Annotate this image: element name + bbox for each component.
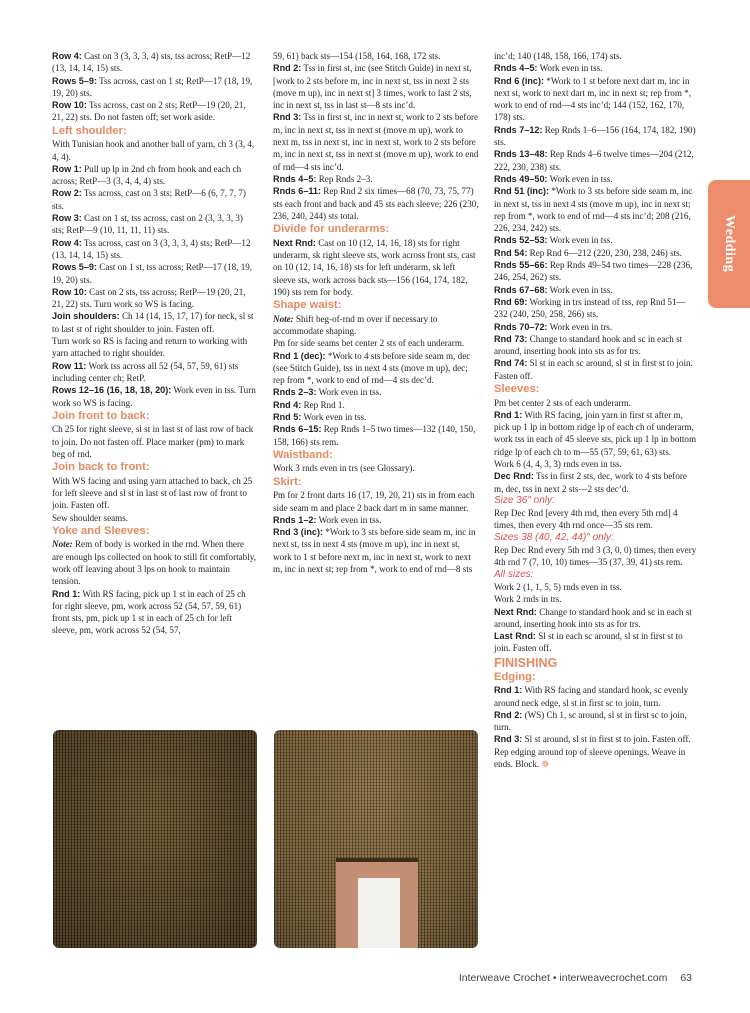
instruction-text: Shift beg-of-rnd m over if necessary to accommodate shaping.: [273, 313, 438, 336]
row-label: Dec Rnd:: [494, 471, 534, 482]
skirt-detail-photo: [274, 730, 478, 948]
row-label: Rnd 69:: [494, 296, 528, 307]
row-label: Rnd 6 (inc):: [494, 75, 545, 86]
instruction-text: Ch 25 for right sleeve, sl st in last st of last row of back to join. Do not fasten off. Place marker (pm) to mark beg of rnd.: [52, 424, 254, 459]
instruction-paragraph: [494, 247, 698, 259]
instruction-text: Rep Rnds 4–6 twelve times—204 (212, 222, 230, 238) sts.: [494, 149, 694, 172]
row-label: Rows 12–16 (16, 18, 18, 20):: [52, 385, 172, 396]
section-heading: Divide for underarms:: [273, 223, 390, 236]
instruction-paragraph: [494, 148, 698, 173]
instruction-paragraph: [52, 335, 256, 360]
instruction-paragraph: [494, 581, 698, 593]
footer-bullet: •: [552, 972, 557, 984]
instruction-paragraph: [273, 313, 479, 338]
instruction-text: *Work to 3 sts before side seam m, inc in next st, tss in next 4 sts (move m up), inc in next st, work to 1 st before next m, inc in next st, work to next m, inc in next st; rep from *, work to end of rnd—8 sts: [273, 527, 476, 574]
row-label: Rnds 2–3:: [273, 387, 317, 398]
row-label: Rows 5–9:: [52, 262, 97, 273]
instruction-paragraph: [494, 544, 698, 569]
instruction-paragraph: [52, 187, 256, 212]
size-heading: All sizes:: [494, 568, 534, 580]
instruction-paragraph: [273, 111, 479, 172]
instruction-paragraph: [273, 237, 479, 298]
instruction-text: Pm bet center 2 sts of each underarm.: [494, 397, 631, 408]
instruction-text: Change to standard hook and sc in each st around, inserting hook into sts as for trs.: [494, 606, 692, 629]
row-label: Rnds 4–5:: [494, 63, 538, 74]
instruction-text: Work even in tss.: [301, 412, 367, 423]
instruction-text: Turn work so RS is facing and return to working with yarn attached to right shoulder.: [52, 336, 248, 359]
section-heading: Join front to back:: [52, 409, 150, 422]
section-heading: FINISHING: [494, 655, 558, 670]
instruction-text: Tss in first st, inc in next st, work to 2 sts before m, inc in next st, tss in next st (move m up), work to next m, tss in next st, inc in next st, work to 2 sts before m, inc in next st, tss in next st (move m up), work to end of rnd—4 sts inc’d.: [273, 112, 479, 172]
row-label: Next Rnd:: [494, 606, 537, 617]
instruction-text: Rep Rnd 2 six times—68 (70, 73, 75, 77) sts each front and back and 45 sts each sleeve; 226 (230, 236, 240, 244) sts total.: [273, 186, 479, 221]
instruction-paragraph: [494, 333, 698, 358]
instruction-paragraph: [494, 409, 698, 458]
instruction-paragraph: [494, 470, 698, 495]
instruction-paragraph: [273, 337, 479, 349]
instruction-paragraph: [52, 475, 256, 512]
instruction-paragraph: [52, 138, 256, 163]
instruction-paragraph: [494, 259, 698, 284]
instruction-paragraph: [273, 62, 479, 111]
instruction-paragraph: [52, 163, 256, 188]
instruction-paragraph: [494, 173, 698, 185]
instruction-paragraph: [52, 75, 256, 100]
instruction-paragraph: [494, 630, 698, 655]
row-label: Row 10:: [52, 286, 87, 297]
end-flower-icon: ❁: [541, 759, 550, 770]
leg-gap-shape: [358, 878, 400, 948]
instruction-paragraph: [52, 50, 256, 75]
instruction-paragraph: [494, 321, 698, 333]
instruction-paragraph: [273, 399, 479, 411]
instruction-text: With RS facing, join yarn in first st after m, pick up 1 lp in bottom ridge lp of each ch of underarm, work tss in each of 45 sleeve sts, pick up 1 lp in bottom ridge lp of each ch to m—55 (57, 59, 61, 63) sts.: [494, 409, 697, 457]
page-footer: [459, 972, 692, 984]
section-heading: Left shoulder:: [52, 124, 127, 137]
instruction-text: With RS facing and standard hook, sc evenly around neck edge, sl st in first sc to join, turn.: [494, 685, 689, 708]
instruction-paragraph: [273, 411, 479, 423]
instruction-text: Pm for side seams bet center 2 sts of each underarm.: [273, 338, 465, 349]
instruction-text: With RS facing, pick up 1 st in each of 25 ch for right sleeve, pm, work across 52 (54, 57, 59, 61) front sts, pm, pick up 1 st in each of 25 ch for left sleeve, pm, work across 52 (54, 57,: [52, 588, 246, 636]
instruction-text: Work even in trs.: [547, 321, 613, 332]
instruction-paragraph: [273, 514, 479, 526]
instruction-paragraph: [273, 489, 479, 514]
instruction-paragraph: [273, 350, 479, 387]
footer-website: interweavecrochet.com: [559, 972, 668, 984]
text-column-3: [494, 50, 698, 770]
row-label: Rnds 52–53:: [494, 235, 548, 246]
row-label: Rnds 7–12:: [494, 124, 543, 135]
instruction-paragraph: [52, 286, 256, 311]
instruction-text: *Work to 3 sts before side seam m, inc in next st, tss in next 4 sts (move m up), inc in next st; rep from *, work to end of rnd—4 sts inc’d; 208 (216, 226, 234, 242) sts.: [494, 186, 693, 234]
instruction-paragraph: [494, 357, 698, 382]
row-label: Row 1:: [52, 163, 82, 174]
row-label: Rnds 1–2:: [273, 514, 317, 525]
instruction-text: Change to standard hook and sc in each st around, inserting hook into sts as for trs.: [494, 333, 683, 357]
instruction-paragraph: [273, 386, 479, 398]
instruction-paragraph: [52, 512, 256, 524]
instruction-text: Cast on 1 st, tss across; RetP—17 (18, 19, 19, 20) sts.: [52, 262, 253, 285]
instruction-paragraph: [494, 185, 698, 234]
instruction-text: Pm for 2 front darts 16 (17, 19, 20, 21) sts in from each side seam m and place 2 back dart m in same manner.: [273, 490, 475, 513]
row-label: Rnds 49–50:: [494, 173, 548, 184]
instruction-text: Rep edging around top of sleeve openings. Weave in ends. Block.: [494, 746, 686, 770]
row-label: Rows 5–9:: [52, 75, 97, 86]
instruction-text: inc’d; 140 (148, 158, 166, 174) sts.: [494, 51, 622, 61]
instruction-text: Tss across, cast on 3 sts; RetP—6 (6, 7, 7, 7) sts.: [52, 188, 246, 211]
instruction-text: Sl st around, sl st in first st to join. Fasten off.: [522, 734, 691, 745]
instruction-text: Rem of body is worked in the rnd. When there are enough lps collected on hook to still fit comfortably, work off leaving about 3 lps on hook to maintain tension.: [52, 539, 256, 587]
instruction-paragraph: [494, 709, 698, 734]
instruction-paragraph: [273, 185, 479, 222]
instruction-text: Work 2 (1, 1, 5, 5) rnds even in tss.: [494, 581, 622, 592]
instruction-paragraph: [52, 99, 256, 124]
section-heading: Sleeves:: [494, 383, 540, 396]
row-label: Rnd 54:: [494, 247, 528, 258]
instruction-paragraph: [273, 173, 479, 185]
instruction-paragraph: [273, 423, 479, 448]
instruction-paragraph: [52, 384, 256, 409]
instruction-text: Tss in first st, inc (see Stitch Guide) in next st, [work to 2 sts before m, inc in next st, tss in next 2 sts (move m up), inc in next st] 3 times, work to last 2 sts, inc in next st, tss in last st—8 sts inc’d.: [273, 63, 472, 111]
instruction-text: Work 6 (4, 4, 3, 3) rnds even in tss.: [494, 459, 622, 469]
instruction-paragraph: [494, 606, 698, 631]
instruction-text: With WS facing and using yarn attached to back, ch 25 for left sleeve and sl st in last st of last row of front to join. Fasten off.: [52, 475, 253, 511]
row-label: Rnd 3:: [494, 734, 523, 745]
instruction-text: Cast on 2 sts, tss across; RetP—19 (20, 21, 21, 22) sts. Turn work so WS is facing.: [52, 286, 246, 310]
instruction-text: Rep Dec Rnd every 5th rnd 3 (3, 0, 0) times, then every 4th rnd 7 (7, 10, 10) times—35 (37, 39, 41) sts rem.: [494, 545, 697, 568]
instruction-text: Rep Dec Rnd [every 4th rnd, then every 5th rnd] 4 times, then every 4th rnd once—35 sts rem.: [494, 508, 678, 531]
row-label: Rnd 2:: [273, 63, 302, 74]
row-label: Row 11:: [52, 360, 87, 371]
instruction-text: Work 3 rnds even in trs (see Glossary).: [273, 463, 415, 474]
skirt-hem-shape: [336, 858, 418, 862]
text-column-2: [273, 50, 479, 575]
instruction-text: Work even in tss.: [547, 173, 613, 184]
row-label: Rnd 2:: [494, 709, 523, 720]
instruction-text: Pull up lp in 2nd ch from hook and each ch across; RetP—3 (3, 4, 4, 4) sts.: [52, 163, 242, 187]
row-label: Rnd 51 (inc):: [494, 186, 550, 197]
row-label: Row 4:: [52, 51, 82, 61]
instruction-paragraph: [52, 310, 256, 335]
instruction-paragraph: [52, 237, 256, 262]
instruction-text: Work even in tss.: [316, 387, 382, 398]
size-heading: Sizes 38 (40, 42, 44)" only:: [494, 531, 614, 543]
row-label: Rnds 67–68:: [494, 284, 548, 295]
instruction-text: Rep Rnds 1–5 two times—132 (140, 150, 158, 166) sts rem.: [273, 424, 476, 447]
instruction-paragraph: [273, 462, 479, 474]
row-label: Last Rnd:: [494, 631, 536, 642]
row-label: Rnd 5:: [273, 412, 302, 423]
section-heading: Edging:: [494, 670, 536, 683]
instruction-text: Rep Rnds 49–54 two times—228 (236, 246, 254, 262) sts.: [494, 260, 693, 283]
instruction-text: (WS) Ch 1, sc around, sl st in first sc to join, turn.: [494, 709, 687, 733]
section-tab: [708, 180, 750, 308]
instruction-text: Sl st in each sc around, sl st in first st to join. Fasten off.: [494, 631, 683, 654]
instruction-paragraph: [494, 75, 698, 124]
instruction-text: Cast on 3 (3, 3, 3, 4) sts, tss across; RetP—12 (13, 14, 14, 15) sts.: [52, 51, 251, 74]
instruction-text: 59, 61) back sts—154 (158, 164, 168, 172 sts.: [273, 51, 441, 61]
row-label: Rnds 55–66:: [494, 260, 548, 271]
row-label: Rnd 73:: [494, 333, 528, 344]
row-label: Rnd 1:: [494, 409, 523, 420]
instruction-text: With Tunisian hook and another ball of yarn, ch 3 (3, 4, 4, 4).: [52, 139, 255, 162]
note-label: Note:: [52, 539, 73, 550]
instruction-text: Work even in tss.: [547, 235, 613, 246]
instruction-text: Work 2 rnds in trs.: [494, 594, 562, 605]
row-label: Row 4:: [52, 237, 82, 248]
instruction-paragraph: [273, 526, 479, 575]
instruction-paragraph: [52, 588, 256, 637]
instruction-paragraph: [494, 62, 698, 74]
instruction-paragraph: [494, 507, 698, 532]
row-label: Rnds 4–5:: [273, 173, 317, 184]
instruction-paragraph: [494, 284, 698, 296]
instruction-text: Work even in tss. Turn work so WS is facing.: [52, 385, 256, 408]
instruction-paragraph: [494, 124, 698, 149]
row-label: Rnd 3 (inc):: [273, 527, 324, 538]
instruction-paragraph: [52, 538, 256, 587]
instruction-paragraph: [52, 423, 256, 460]
row-label: Rnds 70–72:: [494, 321, 548, 332]
section-tab-label: Wedding: [722, 215, 737, 273]
row-label: Rnds 6–11:: [273, 186, 322, 197]
instruction-paragraph: [494, 684, 698, 709]
page-number: 63: [680, 972, 692, 984]
text-column-1: [52, 50, 256, 637]
instruction-paragraph: [494, 234, 698, 246]
instruction-paragraph: [494, 50, 698, 62]
instruction-paragraph: [494, 296, 698, 321]
row-label: Rnd 3:: [273, 112, 302, 123]
instruction-paragraph: [494, 733, 698, 745]
instruction-text: Rep Rnd 6—212 (220, 230, 238, 246) sts.: [527, 247, 682, 258]
instruction-text: Sl st in each sc around, sl st in first st to join. Fasten off.: [494, 358, 693, 381]
row-label: Row 10:: [52, 100, 87, 111]
instruction-text: Tss across, cast on 1 st; RetP—17 (18, 19, 19, 20) sts.: [52, 75, 253, 98]
row-label: Rnd 1:: [52, 588, 81, 599]
row-label: Rnd 1:: [494, 685, 523, 696]
instruction-text: Work even in tss.: [537, 63, 603, 74]
instruction-paragraph: [494, 746, 698, 771]
section-heading: Skirt:: [273, 475, 302, 488]
instruction-text: *Work to 1 st before next dart m, inc in next st, work to next dart m, inc in next st; rep from *, work to end of rnd—4 sts inc’d; 144 (152, 162, 170, 178) sts.: [494, 75, 691, 123]
instruction-text: Rep Rnds 2–3.: [316, 173, 373, 184]
row-label: Row 2:: [52, 188, 82, 199]
instruction-paragraph: [494, 458, 698, 470]
row-label: Row 3:: [52, 213, 82, 224]
instruction-text: Ch 14 (14, 15, 17, 17) for neck, sl st to last st of right shoulder to join. Fasten off.: [52, 311, 254, 334]
instruction-text: Cast on 1 st, tss across, cast on 2 (3, 3, 3, 3) sts; RetP—9 (10, 11, 11, 11) sts.: [52, 213, 243, 236]
instruction-text: Working in trs instead of tss, rep Rnd 51—232 (240, 250, 258, 266) sts.: [494, 296, 686, 320]
crochet-fabric-photo: [53, 730, 257, 948]
instruction-text: *Work to 4 sts before side seam m, dec (see Stitch Guide), tss in next 4 sts (move m up), dec; rep from *, work to end of rnd—4 sts dec’d.: [273, 350, 471, 386]
instruction-text: Cast on 10 (12, 14, 16, 18) sts for right underarm, sk right sleeve sts, work across front sts, cast on 10 (12, 14, 16, 18) sts for left underarm, sk left sleeve sts, work across back sts—156 (164, 174, 182, 190) sts rem for body.: [273, 237, 476, 297]
row-label: Rnd 4:: [273, 399, 302, 410]
instruction-paragraph: [273, 50, 479, 62]
row-label: Rnds 13–48:: [494, 149, 548, 160]
instruction-paragraph: [52, 360, 256, 385]
section-heading: Yoke and Sleeves:: [52, 524, 150, 537]
section-heading: Waistband:: [273, 448, 333, 461]
row-label: Rnds 6–15:: [273, 424, 322, 435]
instruction-text: Sew shoulder seams.: [52, 512, 129, 523]
instruction-paragraph: [52, 261, 256, 286]
instruction-text: Tss in first 2 sts, dec, work to 4 sts before m, dec, tss in next 2 sts—2 sts dec’d.: [494, 471, 687, 494]
instruction-text: Rep Rnds 1–6—156 (164, 174, 182, 190) sts.: [494, 124, 696, 148]
instruction-text: Work even in tss.: [316, 514, 382, 525]
instruction-paragraph: [52, 212, 256, 237]
instruction-text: Tss across, cast on 2 sts; RetP—19 (20, 21, 21, 22) sts. Do not fasten off; set work aside.: [52, 100, 246, 123]
size-heading: Size 36" only:: [494, 494, 555, 506]
instruction-paragraph: [494, 397, 698, 409]
instruction-text: Work even in tss.: [547, 284, 613, 295]
instruction-text: Tss across, cast on 3 (3, 3, 3, 4) sts; RetP—12 (13, 14, 14, 15) sts.: [52, 237, 251, 260]
instruction-text: Work tss across all 52 (54, 57, 59, 61) sts including center ch; RetP.: [52, 360, 239, 383]
row-label: Rnd 74:: [494, 358, 528, 369]
note-label: Note:: [273, 313, 294, 324]
section-heading: Join back to front:: [52, 461, 150, 474]
row-label: Join shoulders:: [52, 311, 120, 322]
instruction-paragraph: [494, 593, 698, 605]
footer-publication: Interweave Crochet: [458, 972, 550, 984]
instruction-text: Rep Rnd 1.: [301, 399, 345, 410]
section-heading: Shape waist:: [273, 299, 342, 312]
row-label: Next Rnd:: [273, 237, 316, 248]
row-label: Rnd 1 (dec):: [273, 350, 326, 361]
